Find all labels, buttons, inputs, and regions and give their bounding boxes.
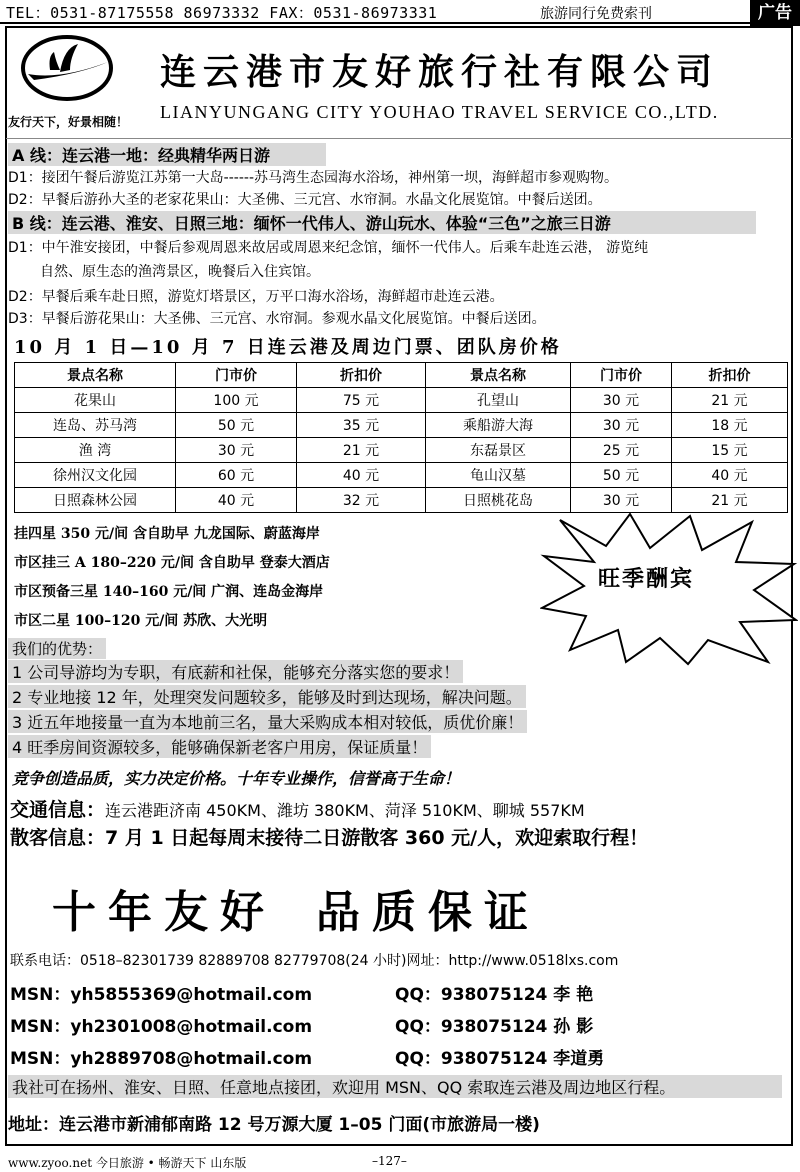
header-cell: 门市价 <box>571 363 672 388</box>
table-cell: 21 元 <box>672 388 788 413</box>
table-row <box>15 463 788 488</box>
company-logo-icon <box>20 34 114 102</box>
company-name-en: LIANYUNGANG CITY YOUHAO TRAVEL SERVICE CO.,LTD. <box>160 102 719 122</box>
table-cell: 渔 湾 <box>15 438 176 463</box>
advantage-item: 4 旺季房间资源较多，能够确保新老客户用房，保证质量！ <box>8 735 431 758</box>
route-a-title: A 线：连云港一地：经典精华两日游 <box>8 143 326 166</box>
msn-contact: MSN：yh2301008@hotmail.com <box>10 1017 313 1037</box>
route-b-title: B 线：连云港、淮安、日照三地：缅怀一代伟人、游山玩水、体验“三色”之旅三日游 <box>8 211 756 234</box>
table-cell: 乘船游大海 <box>426 413 571 438</box>
table-row <box>15 438 788 463</box>
table-cell: 50 元 <box>176 413 297 438</box>
table-cell: 30 元 <box>571 488 672 513</box>
table-cell: 100 元 <box>176 388 297 413</box>
table-cell: 日照森林公园 <box>15 488 176 513</box>
top-divider <box>0 22 750 24</box>
advantage-item: 1 公司导游均为专职，有底薪和社保，能够充分落实您的要求！ <box>8 660 463 683</box>
table-cell: 35 元 <box>297 413 426 438</box>
individual-tourist-info: 散客信息：7 月 1 日起每周末接待二日游散客 360 元/人，欢迎索取行程！ <box>10 827 649 849</box>
page-number: –127– <box>372 1154 407 1168</box>
header-cell: 折扣价 <box>672 363 788 388</box>
table-cell: 18 元 <box>672 413 788 438</box>
traffic-info <box>10 795 585 822</box>
table-cell: 30 元 <box>176 438 297 463</box>
advantages-title: 我们的优势： <box>8 638 106 659</box>
qq-contact: QQ：938075124 李道勇 <box>395 1049 605 1069</box>
table-cell: 30 元 <box>571 413 672 438</box>
company-slogan: 友行天下，好景相随！ <box>8 115 129 129</box>
header-cell: 景点名称 <box>426 363 571 388</box>
free-index-label: 旅游同行免费索刊 <box>540 6 652 22</box>
table-cell: 32 元 <box>297 488 426 513</box>
table-cell: 龟山汉墓 <box>426 463 571 488</box>
header-cell: 景点名称 <box>15 363 176 388</box>
header-cell: 折扣价 <box>297 363 426 388</box>
table-cell: 15 元 <box>672 438 788 463</box>
route-a-day-2: D2：早餐后游孙大圣的老家花果山：大圣佛、三元宫、水帘洞。水晶文化展览馆。中餐后送团。 <box>8 192 602 208</box>
table-cell: 75 元 <box>297 388 426 413</box>
tel-fax: TEL：0531-87175558 86973332 FAX：0531-86973331 <box>6 4 438 22</box>
table-header-row <box>15 363 788 388</box>
ad-badge: 广告 <box>750 0 800 26</box>
welcome-line: 我社可在扬州、淮安、日照、任意地点接团，欢迎用 MSN、QQ 索取连云港及周边地区行程。 <box>8 1075 782 1098</box>
table-cell: 60 元 <box>176 463 297 488</box>
route-b-day-1-cont: 自然、原生态的渔湾景区，晚餐后入住宾馆。 <box>40 264 320 280</box>
qq-contact: QQ：938075124 孙 影 <box>395 1017 594 1037</box>
advantage-item: 3 近五年地接量一直为本地前三名，量大采购成本相对较低，质优价廉！ <box>8 710 527 733</box>
big-slogan-left: 十年友好 <box>52 887 276 938</box>
footer-site: www.zyoo.net 今日旅游 • 畅游天下 山东版 <box>8 1156 247 1170</box>
table-row <box>15 488 788 513</box>
hotel-line: 市区预备三星 140–160 元/间 广润、连岛金海岸 <box>14 584 324 600</box>
divider <box>6 138 792 139</box>
table-cell: 徐州汉文化园 <box>15 463 176 488</box>
table-row <box>15 388 788 413</box>
table-cell: 25 元 <box>571 438 672 463</box>
route-b-day-1: D1：中午淮安接团，中餐后参观周恩来故居或周恩来纪念馆，缅怀一代伟人。后乘车赴连云港， 游览纯 <box>8 240 649 256</box>
msn-contact: MSN：yh2889708@hotmail.com <box>10 1049 313 1069</box>
msn-contact: MSN：yh5855369@hotmail.com <box>10 985 313 1005</box>
traffic-key: 交通信息： <box>10 799 106 821</box>
page-footer <box>8 1154 407 1171</box>
table-cell: 连岛、苏马湾 <box>15 413 176 438</box>
route-a-day-1: D1：接团午餐后游览江苏第一大岛------苏马湾生态园海水浴场，神州第一坝，海鲜超市参观购物。 <box>8 170 618 186</box>
hotel-line: 市区挂三 A 180–220 元/间 含自助早 登泰大酒店 <box>14 555 330 571</box>
table-cell: 21 元 <box>297 438 426 463</box>
qq-contact: QQ：938075124 李 艳 <box>395 985 594 1005</box>
price-table <box>14 362 788 513</box>
address-line: 地址：连云港市新浦郁南路 12 号万源大厦 1–05 门面(市旅游局一楼) <box>8 1115 540 1135</box>
price-section-title: 10 月 1 日—10 月 7 日连云港及周边门票、团队房价格 <box>14 337 562 358</box>
table-cell: 日照桃花岛 <box>426 488 571 513</box>
table-cell: 40 元 <box>176 488 297 513</box>
table-row <box>15 413 788 438</box>
route-b-day-3: D3：早餐后游花果山：大圣佛、三元宫、水帘洞。参观水晶文化展览馆。中餐后送团。 <box>8 311 546 327</box>
header-cell: 门市价 <box>176 363 297 388</box>
route-b-day-2: D2：早餐后乘车赴日照，游览灯塔景区，万平口海水浴场，海鲜超市赴连云港。 <box>8 289 504 305</box>
table-cell: 40 元 <box>297 463 426 488</box>
table-cell: 21 元 <box>672 488 788 513</box>
big-slogan-right: 品质保证 <box>316 887 540 938</box>
advantage-item: 2 专业地接 12 年，处理突发问题较多，能够及时到达现场，解决问题。 <box>8 685 526 708</box>
traffic-value: 连云港距济南 450KM、潍坊 380KM、菏泽 510KM、聊城 557KM <box>105 801 585 820</box>
burst-label: 旺季酬宾 <box>598 566 695 592</box>
contact-line: 联系电话：0518–82301739 82889708 82779708(24 小时)网址：http://www.0518lxs.com <box>10 953 619 969</box>
hotel-line: 市区二星 100–120 元/间 苏欣、大光明 <box>14 613 268 629</box>
table-cell: 30 元 <box>571 388 672 413</box>
table-cell: 孔望山 <box>426 388 571 413</box>
hotel-line: 挂四星 350 元/间 含自助早 九龙国际、蔚蓝海岸 <box>14 526 320 542</box>
big-slogan <box>52 876 540 940</box>
quality-slogan: 竞争创造品质，实力决定价格。十年专业操作，信誉高于生命！ <box>12 769 461 788</box>
table-cell: 花果山 <box>15 388 176 413</box>
table-cell: 50 元 <box>571 463 672 488</box>
table-cell: 40 元 <box>672 463 788 488</box>
table-cell: 东磊景区 <box>426 438 571 463</box>
company-name-cn: 连云港市友好旅行社有限公司 <box>160 51 720 93</box>
